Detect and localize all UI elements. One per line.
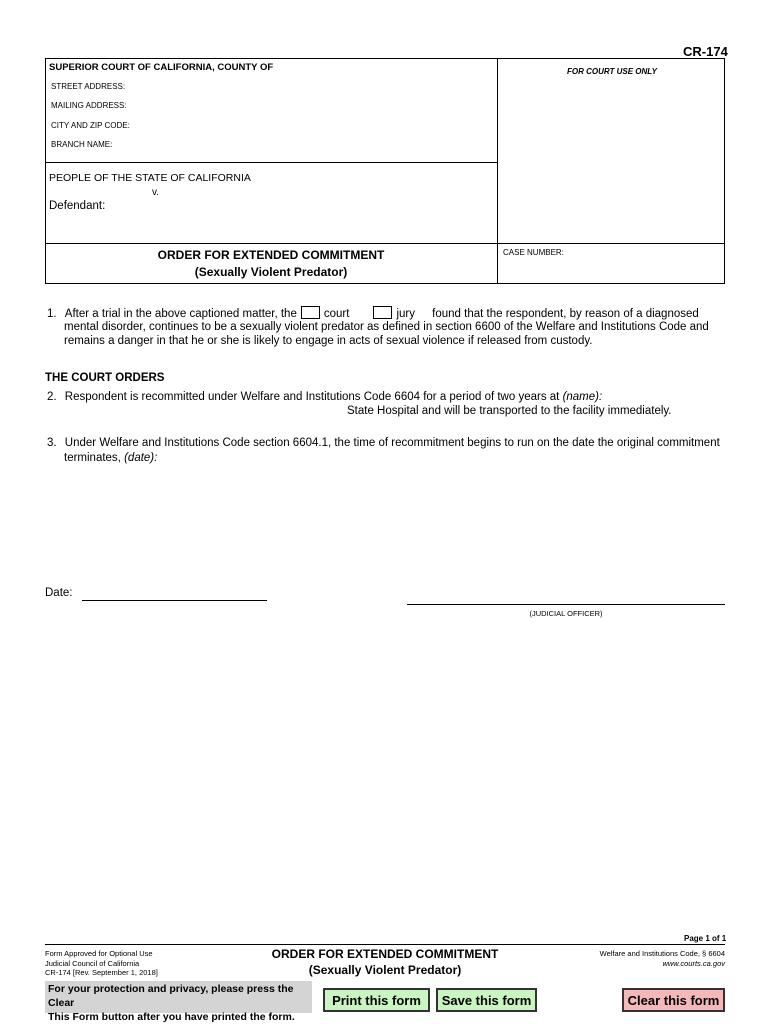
statute-reference: Welfare and Institutions Code, § 6604 — [599, 949, 725, 958]
courts-website: www.courts.ca.gov — [662, 959, 725, 968]
item-2-name-label: (name): — [562, 391, 603, 403]
item-1-text-a: After a trial in the above captioned matter, the — [64, 308, 297, 320]
print-button[interactable]: Print this form — [323, 988, 430, 1012]
item-2-number: 2. — [47, 391, 57, 403]
county-field[interactable] — [300, 62, 490, 74]
approval-line-1: Form Approved for Optional Use — [45, 949, 153, 958]
commitment-date-field[interactable] — [165, 452, 365, 466]
footer-subtitle: (Sexually Violent Predator) — [308, 963, 462, 977]
privacy-notice — [45, 981, 312, 1023]
city-zip-label: CITY AND ZIP CODE: — [51, 121, 130, 130]
item-1-line-2: mental disorder, continues to be a sexually violent predator as defined in section 6600 of the Welfare and Institutions Code and — [64, 321, 709, 333]
page-number: Page 1 of 1 — [684, 934, 727, 943]
defendant-label: Defendant: — [49, 200, 106, 212]
footer-rule — [45, 944, 725, 945]
date-line — [82, 600, 267, 601]
mailing-address-field[interactable] — [130, 100, 490, 112]
item-3-number: 3. — [47, 437, 57, 449]
versus-label: v. — [152, 187, 160, 198]
court-orders-heading: THE COURT ORDERS — [45, 372, 165, 384]
form-title: ORDER FOR EXTENDED COMMITMENT — [157, 248, 385, 262]
form-number: CR-174 — [683, 44, 728, 59]
approval-line-2: Judicial Council of California — [45, 958, 140, 968]
judicial-officer-label: (JUDICIAL OFFICER) — [529, 609, 603, 618]
item-1-line-3: remains a danger in that he or she is likely to engage in acts of sexual violence if released from custody. — [64, 335, 593, 347]
item-3-date-label: (date): — [124, 452, 158, 464]
approval-line-3: CR-174 [Rev. September 1, 2018] — [45, 968, 158, 977]
item-3-text: Under Welfare and Institutions Code section 6604.1, the time of recommitment begins to run on the date the original commitment — [64, 437, 720, 449]
city-zip-field[interactable] — [130, 120, 490, 132]
item-3 — [47, 437, 720, 449]
court-option-label: court — [323, 308, 350, 320]
court-use-label: FOR COURT USE ONLY — [567, 67, 657, 76]
item-2-text: Respondent is recommitted under Welfare and Institutions Code 6604 for a period of two years at — [64, 391, 560, 403]
signature-line — [407, 604, 725, 605]
item-3-terminates: terminates, — [64, 452, 121, 464]
item-2 — [47, 391, 602, 403]
footer-title: ORDER FOR EXTENDED COMMITMENT — [271, 947, 499, 961]
date-label: Date: — [45, 587, 73, 599]
item-2-line-2: State Hospital and will be transported to the facility immediately. — [347, 405, 672, 417]
form-approval — [45, 949, 158, 978]
save-button[interactable]: Save this form — [436, 988, 537, 1012]
judicial-officer-field[interactable] — [407, 588, 725, 602]
case-number-label: CASE NUMBER: — [503, 248, 564, 257]
date-field[interactable] — [82, 585, 267, 599]
item-1 — [47, 306, 699, 321]
court-checkbox[interactable] — [301, 306, 320, 319]
hospital-name-field[interactable] — [64, 405, 344, 419]
street-address-label: STREET ADDRESS: — [51, 82, 126, 91]
people-label: PEOPLE OF THE STATE OF CALIFORNIA — [49, 172, 251, 184]
mailing-address-label: MAILING ADDRESS: — [51, 101, 127, 110]
defendant-field[interactable] — [110, 200, 490, 214]
jury-option-label: jury — [396, 308, 415, 320]
jury-checkbox[interactable] — [373, 306, 392, 319]
clear-button[interactable]: Clear this form — [622, 988, 725, 1012]
case-number-field[interactable] — [503, 262, 718, 276]
street-address-field[interactable] — [130, 81, 490, 93]
court-title: SUPERIOR COURT OF CALIFORNIA, COUNTY OF — [49, 62, 274, 73]
privacy-line-2: This Form button after you have printed the form. — [48, 1011, 295, 1023]
item-1-text-b: found that the respondent, by reason of a diagnosed — [432, 308, 699, 320]
form-subtitle: (Sexually Violent Predator) — [194, 265, 348, 279]
branch-name-field[interactable] — [130, 139, 490, 151]
branch-name-label: BRANCH NAME: — [51, 140, 113, 149]
item-1-number: 1. — [47, 308, 57, 320]
privacy-line-1: For your protection and privacy, please press the Clear — [48, 983, 294, 1009]
item-3-line-2 — [64, 452, 157, 464]
